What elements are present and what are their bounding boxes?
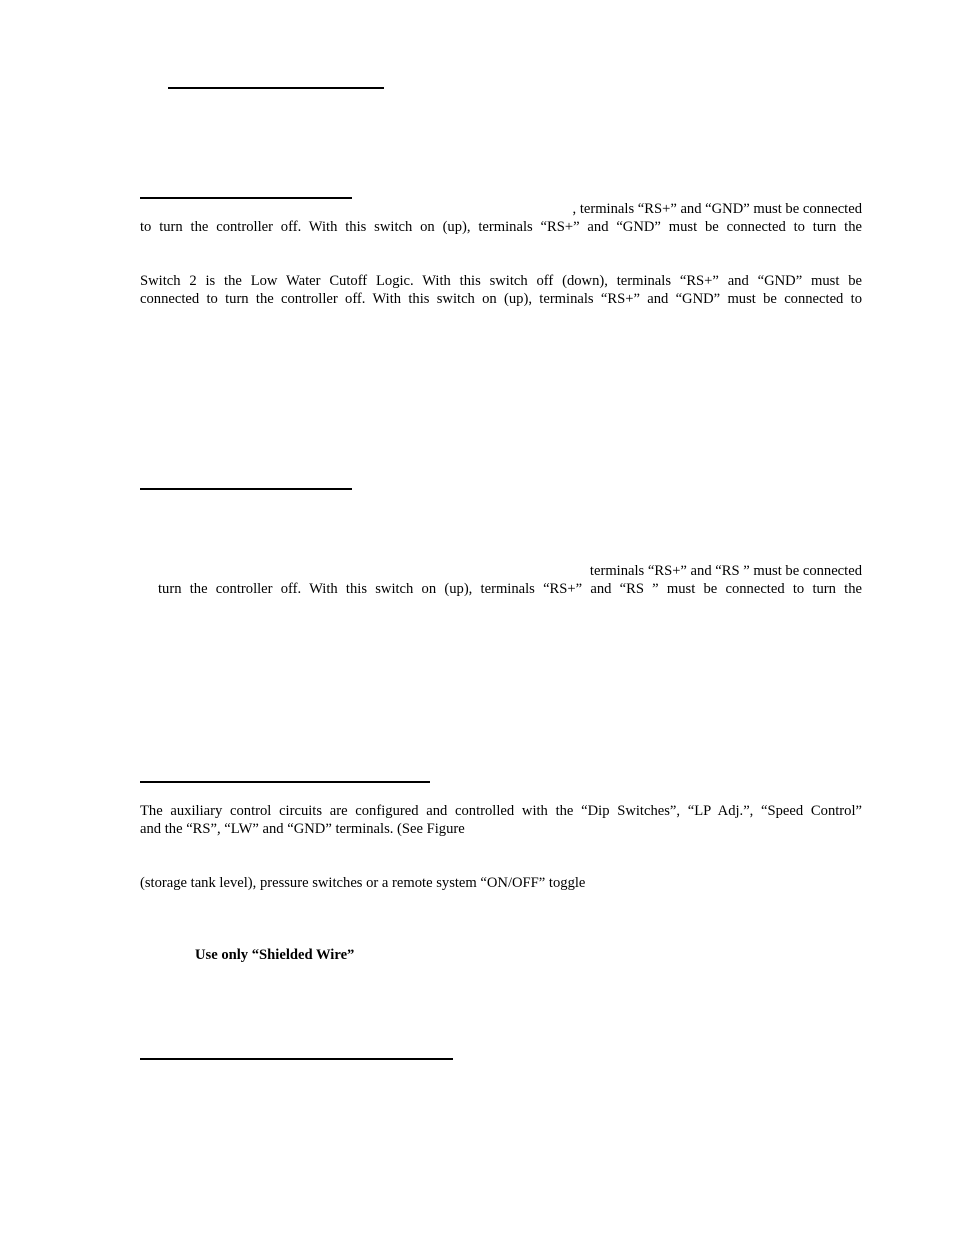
shielded-wire-note: Use only “Shielded Wire” <box>195 947 355 963</box>
aux-circuits-text-line-1: The auxiliary control circuits are configured and controlled with the “Dip Switches”, “LP Adj.”, “Speed Control” <box>140 803 862 819</box>
aux-circuits-text-line-3: (storage tank level), pressure switches or a remote system “ON/OFF” toggle <box>140 875 586 891</box>
switch1-text-line-1: , terminals “RS+” and “GND” must be connected <box>572 201 862 217</box>
heading-underline-3 <box>140 488 352 490</box>
heading-underline-1 <box>168 87 384 89</box>
heading-underline-5 <box>140 1058 453 1060</box>
heading-underline-4 <box>140 781 430 783</box>
heading-underline-2 <box>140 197 352 199</box>
section3-text-line-2: turn the controller off. With this switch on (up), terminals “RS+” and “RS ” must be connected to turn the <box>158 581 862 597</box>
switch1-text-line-2: to turn the controller off. With this switch on (up), terminals “RS+” and “GND” must be connected to turn the <box>140 219 862 235</box>
aux-circuits-text-line-2: and the “RS”, “LW” and “GND” terminals. (See Figure <box>140 821 465 837</box>
switch2-text-line-1: Switch 2 is the Low Water Cutoff Logic. With this switch off (down), terminals “RS+” and “GND” must be <box>140 273 862 289</box>
section3-text-line-1: terminals “RS+” and “RS ” must be connected <box>589 563 862 579</box>
switch2-text-line-2: connected to turn the controller off. With this switch on (up), terminals “RS+” and “GND” must be connected to <box>140 291 862 307</box>
